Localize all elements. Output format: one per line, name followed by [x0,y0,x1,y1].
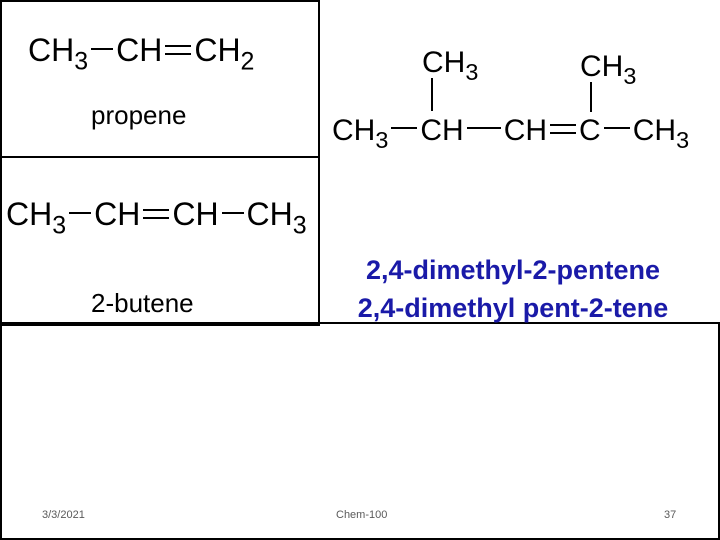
pentene-vertical-bond-right [590,82,592,112]
pentene-methyl-left: $CH_3$ [422,46,479,86]
notes-panel [0,322,720,540]
pentene-vertical-bond-left [431,78,433,111]
pentene-chain: $CH_3$ CH CH C $CH_3$ [332,114,690,154]
propene-panel [0,0,320,158]
butene-name: 2-butene [91,288,194,318]
footer-date: 3/3/2021 [42,509,85,521]
pentene-iupac-name: 2,4-dimethyl-2-pentene [365,255,661,285]
footer-course: Chem-100 [336,509,388,521]
propene-formula: $CH_3$ CH $CH_2$ [28,32,255,76]
pentene-methyl-right: $CH_3$ [580,50,637,90]
butene-formula: $CH_3$ CH CH $CH_3$ [6,196,307,240]
propene-name: propene [91,100,187,130]
pentene-alt-name: 2,4-dimethyl pent-2-tene [357,293,669,323]
footer-page-number: 37 [664,509,677,521]
